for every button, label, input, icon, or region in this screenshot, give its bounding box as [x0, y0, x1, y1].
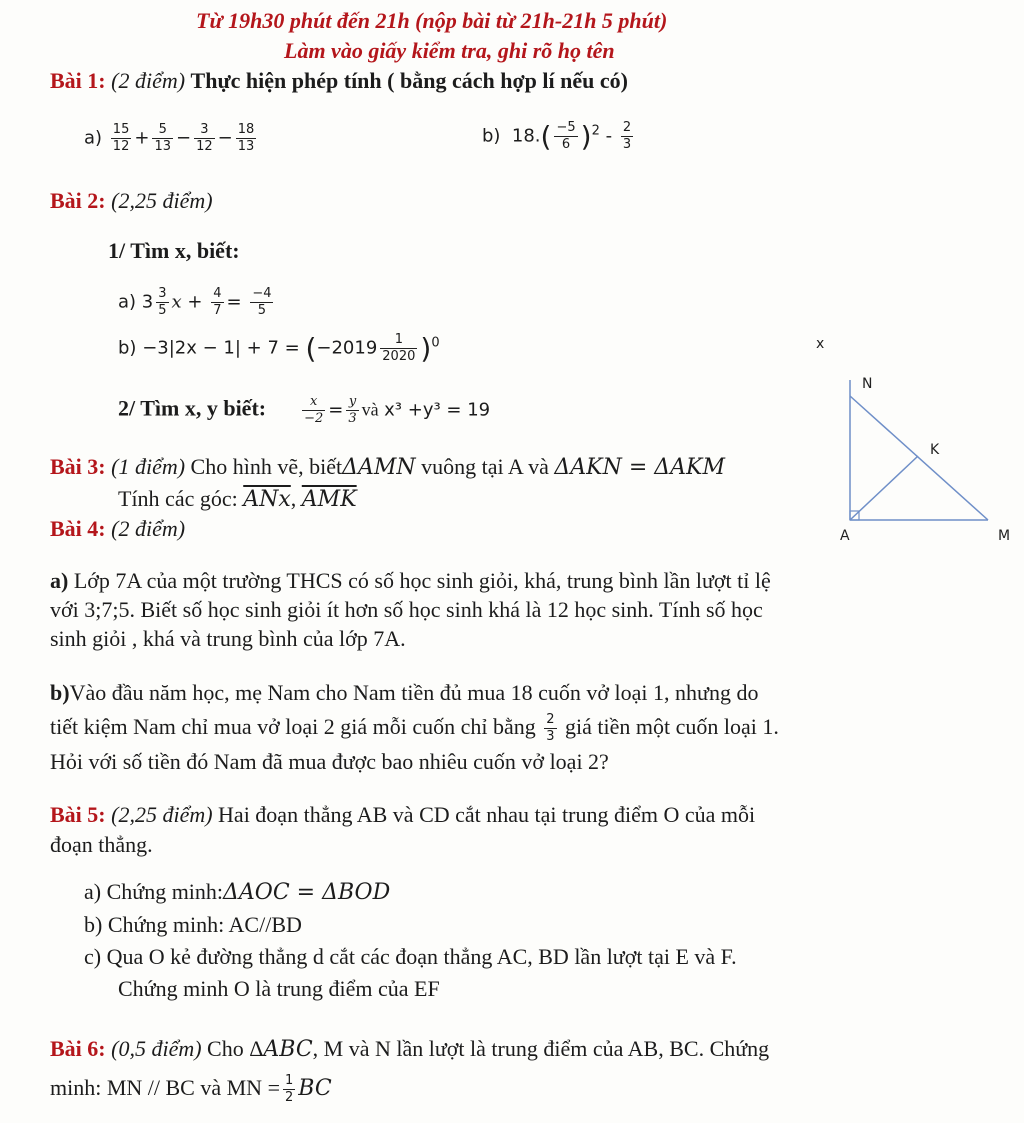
- bai5-heading: [50, 800, 755, 860]
- bai1-a: a) $\frac{15}{12}$ + $\frac{5}{13}$ − $\frac{3}{12}$ − $\frac{18}{13}$: [84, 122, 255, 154]
- bai4-a-line1: Lớp 7A của một trường THCS có số học sinh giỏi, khá, trung bình lần lượt tỉ lệ: [73, 568, 771, 593]
- label-a: A: [840, 528, 850, 544]
- bai2-b: b) −3|2x − 1| + 7 = (−2019 $\frac{1}{2020}$ )$^0$: [118, 332, 440, 365]
- bai2-a-frac2: $\frac{4}{7}$: [213, 286, 222, 318]
- bai6-tri: ABC: [263, 1037, 313, 1062]
- bai5-items: [84, 876, 737, 1005]
- bai4-b: [50, 676, 779, 779]
- bai6-label: Bài 6:: [50, 1036, 106, 1061]
- bai1-b-frac1: $\frac{-5}{6}$: [556, 120, 576, 152]
- bai2-part2: 2/ Tìm x, y biết: $\frac{x}{-2}$ = $\frac{y}{3}$ và x³ +y³ = 19: [118, 394, 491, 426]
- bai4-b-line1: Vào đầu năm học, mẹ Nam cho Nam tiền đủ mua 18 cuốn vở loại 1, nhưng do: [69, 680, 759, 705]
- bai3-line2-text: Tính các góc:: [118, 486, 238, 511]
- bai1-b-frac2: $\frac{2}{3}$: [622, 120, 632, 152]
- bai2-points: (2,25 điểm): [111, 188, 213, 213]
- bai2-a-mix: $\frac{3}{5}$: [158, 286, 167, 318]
- bai4-a-label: a): [50, 568, 69, 593]
- bai5-label: Bài 5:: [50, 802, 106, 827]
- bai2-b-frac: $\frac{1}{2020}$: [382, 332, 416, 364]
- bai2-label: Bài 2:: [50, 188, 106, 213]
- bai5-a-label: a): [84, 879, 102, 904]
- bai4-a-line3: sinh giỏi , khá và trung bình của lớp 7A.: [50, 626, 406, 651]
- bai5-a-text: Chứng minh:: [106, 879, 224, 904]
- bai6-line2b: BC: [298, 1076, 332, 1101]
- bai3-tri2: ΔAKN = ΔAKM: [554, 455, 725, 480]
- triangle-figure: [800, 330, 1024, 550]
- bai3-tri1: ΔAMN: [342, 455, 416, 480]
- bai6-text2: , M và N lần lượt là trung điểm của AB, BC. Chứng: [312, 1036, 770, 1061]
- bai5-c-text2: Chứng minh O là trung điểm của EF: [118, 976, 440, 1001]
- bai5-b-text: Chứng minh: AC//BD: [107, 912, 302, 937]
- bai4-b-frac: $\frac{2}{3}$: [546, 712, 555, 745]
- bai1-points: (2 điểm): [111, 68, 186, 93]
- bai1-b-exp: 2: [591, 123, 600, 139]
- bai6: [50, 1030, 769, 1108]
- line-ak: [850, 456, 918, 520]
- bai2-b-expr: −3|2x − 1| + 7 =: [142, 337, 300, 359]
- bai1-b-label: b): [482, 125, 501, 147]
- bai3-line2: Tính các góc: $\overline{ANx}$, $\overline{AMK}$: [118, 486, 357, 512]
- bai2-heading: [50, 188, 213, 214]
- bai2-b-exp: 0: [431, 335, 440, 351]
- bai4-a-line2: với 3;7;5. Biết số học sinh giỏi ít hơn số học sinh khá là 12 học sinh. Tính số học: [50, 597, 763, 622]
- bai5-points: (2,25 điểm): [111, 802, 213, 827]
- bai4-b-line3: Hỏi với số tiền đó Nam đã mua được bao nhiêu cuốn vở loại 2?: [50, 749, 609, 775]
- bai3-points: (1 điểm): [111, 454, 186, 479]
- bai4-label: Bài 4:: [50, 516, 106, 541]
- bai3-heading: [50, 454, 725, 480]
- header-line-1: Từ 19h30 phút đến 21h (nộp bài từ 21h-21h 5 phút): [196, 8, 668, 33]
- bai1-text: Thực hiện phép tính ( bằng cách hợp lí nếu có): [190, 68, 628, 93]
- bai2-a-rhs: $\frac{-4}{5}$: [252, 286, 272, 318]
- bai2-p2-and: và: [361, 399, 379, 420]
- bai6-line2a: minh: MN // BC và MN =: [50, 1075, 280, 1100]
- bai2-a-label: a): [118, 291, 137, 313]
- bai3-angle1: $\overline{ANx}$: [243, 487, 291, 512]
- bai2-p2-eq: x³ +y³ = 19: [384, 399, 491, 421]
- label-m: M: [998, 528, 1011, 544]
- bai4-heading: [50, 516, 185, 542]
- label-x: x: [816, 336, 825, 352]
- bai2-b-label: b): [118, 337, 137, 359]
- bai5-text: Hai đoạn thẳng AB và CD cắt nhau tại trung điểm O của mỗi: [218, 802, 756, 827]
- label-n: N: [862, 376, 873, 392]
- bai1-b-coef: 18.: [511, 125, 541, 147]
- bai1-b: b) 18.( $\frac{-5}{6}$ )$^2$ - $\frac{2}{3}$: [482, 120, 632, 153]
- bai2-a-whole: 3: [141, 291, 154, 313]
- bai1-a-frac3: $\frac{3}{12}$: [196, 122, 213, 154]
- bai3-text: Cho hình vẽ, biết: [190, 454, 343, 479]
- bai2-part2-label: 2/ Tìm x, y biết:: [118, 395, 267, 421]
- bai5-b-label: b): [84, 912, 103, 937]
- bai4-points: (2 điểm): [111, 516, 186, 541]
- bai2-part1: 1/ Tìm x, biết:: [108, 238, 240, 263]
- bai4-a: [50, 566, 771, 653]
- bai3-text2: vuông tại A và: [421, 454, 549, 479]
- bai1-a-label: a): [84, 127, 103, 149]
- bai2-p2-frac2: $\frac{y}{3}$: [348, 394, 357, 426]
- label-k: K: [930, 442, 940, 458]
- bai5-c-label: c): [84, 944, 102, 969]
- bai2-p2-frac1: $\frac{x}{-2}$: [304, 394, 324, 426]
- bai2-b-whole: −2019: [316, 337, 378, 359]
- bai3-label: Bài 3:: [50, 454, 106, 479]
- bai6-text: Cho Δ: [207, 1036, 264, 1061]
- bai1-a-frac2: $\frac{5}{13}$: [154, 122, 171, 154]
- bai3-angle2: $\overline{AMK}$: [301, 487, 357, 512]
- bai6-points: (0,5 điểm): [111, 1036, 202, 1061]
- bai1-heading: [50, 68, 628, 94]
- bai1-label: Bài 1:: [50, 68, 106, 93]
- bai1-a-frac4: $\frac{18}{13}$: [237, 122, 255, 154]
- bai6-frac: $\frac{1}{2}$: [284, 1073, 294, 1106]
- bai4-b-line2a: tiết kiệm Nam chỉ mua vở loại 2 giá mỗi cuốn chỉ bằng: [50, 714, 536, 739]
- bai4-b-line2b: giá tiền một cuốn loại 1.: [565, 714, 779, 739]
- bai1-a-frac1: $\frac{15}{12}$: [112, 122, 130, 154]
- bai4-b-label: b): [50, 680, 70, 705]
- bai5-text2: đoạn thẳng.: [50, 832, 153, 857]
- header-line-2: Làm vào giấy kiểm tra, ghi rõ họ tên: [284, 38, 615, 63]
- bai2-a: a) 3 $\frac{3}{5}$ x + $\frac{4}{7}$ = $\frac{-4}{5}$: [118, 286, 272, 318]
- bai5-a-math: ΔAOC = ΔBOD: [223, 880, 391, 905]
- bai5-c-text: Qua O kẻ đường thẳng d cắt các đoạn thẳng AC, BD lần lượt tại E và F.: [106, 944, 737, 969]
